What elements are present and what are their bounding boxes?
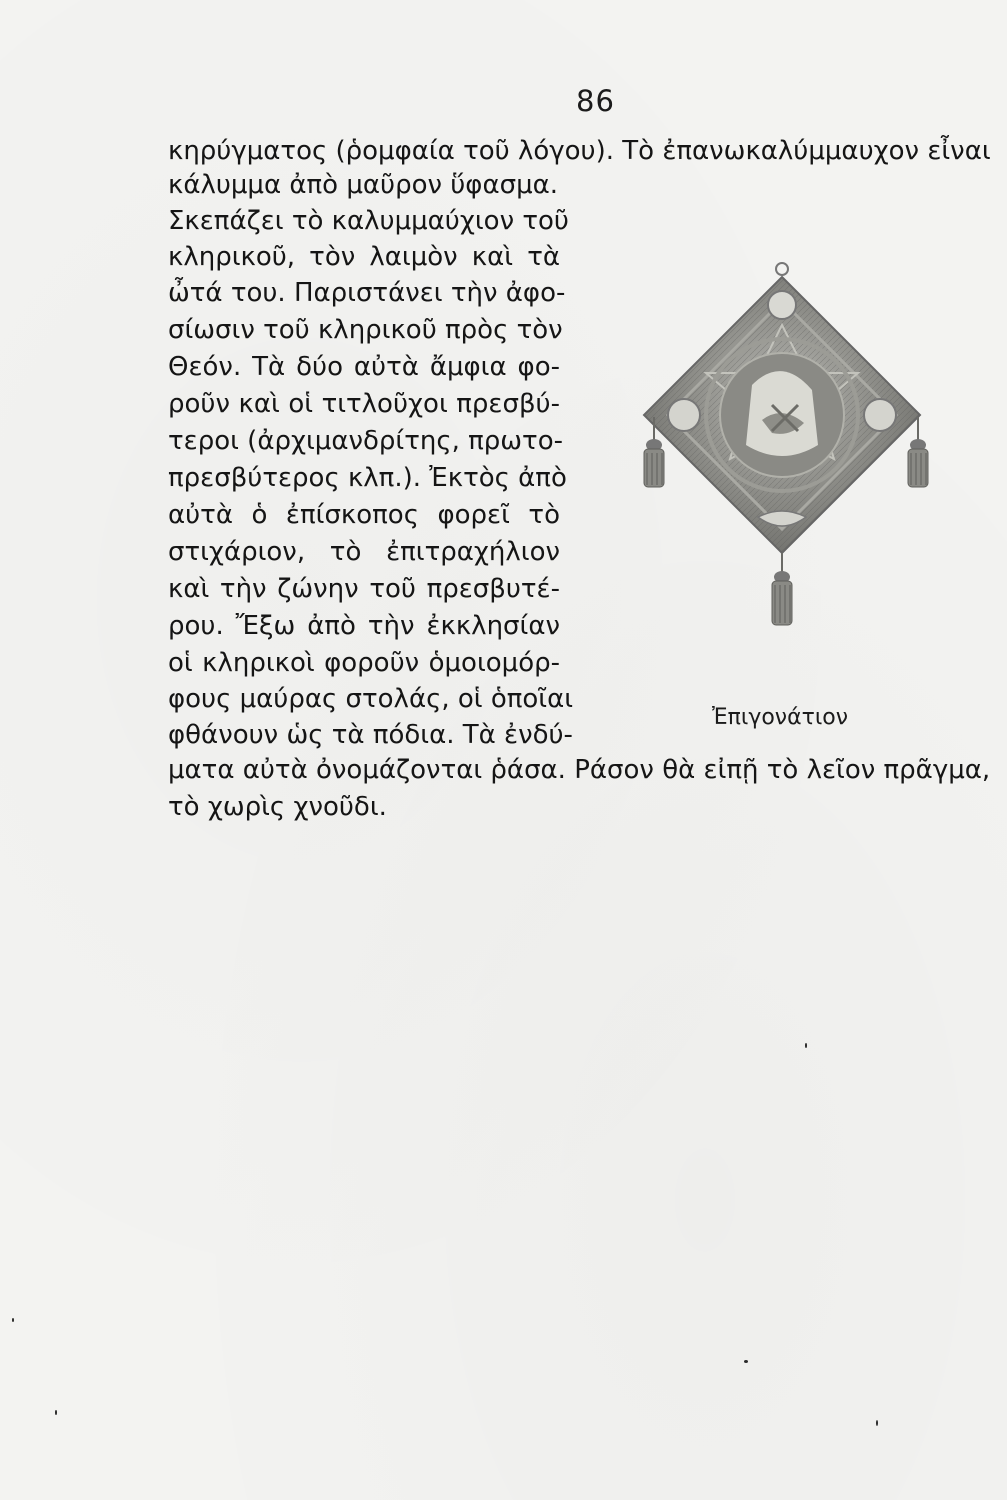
text-line-1: κηρύγματος (ῥομφαία τοῦ λόγου). Τὸ ἐπανωκαλύμμαυχον εἶναι: [168, 136, 991, 166]
text-line-7: Θεόν. Τὰ δύο αὐτὰ ἄμφια φο-: [168, 352, 560, 382]
text-line-5: ὦτά του. Παριστάνει τὴν ἀφο-: [168, 278, 566, 308]
scan-speck: [876, 1420, 878, 1426]
scan-speck: [12, 1318, 14, 1322]
page-number: 86: [576, 84, 615, 118]
scan-speck: [805, 1043, 807, 1048]
text-line-9: τεροι (ἀρχιμανδρίτης, πρωτο-: [168, 426, 563, 456]
scan-speck: [744, 1360, 748, 1363]
text-line-17: φθάνουν ὡς τὰ πόδια. Τὰ ἐνδύ-: [168, 720, 573, 750]
figure-caption: Ἐπιγονάτιον: [712, 705, 849, 730]
text-line-14: ρου. Ἔξω ἀπὸ τὴν ἐκκλησίαν: [168, 611, 560, 641]
epigonation-drawing: [622, 255, 962, 635]
text-line-4: κληρικοῦ, τὸν λαιμὸν καὶ τὰ: [168, 242, 560, 272]
text-line-19: τὸ χωρὶς χνοῦδι.: [168, 792, 387, 822]
text-line-12: στιχάριον, τὸ ἐπιτραχήλιον: [168, 537, 560, 567]
text-line-11: αὐτὰ ὁ ἐπίσκοπος φορεῖ τὸ: [168, 500, 560, 530]
text-line-15: οἱ κληρικοὶ φοροῦν ὁμοιομόρ-: [168, 648, 560, 678]
scan-speck: [55, 1410, 57, 1415]
text-line-2: κάλυμμα ἀπὸ μαῦρον ὕφασμα.: [168, 170, 559, 200]
text-line-6: σίωσιν τοῦ κληρικοῦ πρὸς τὸν: [168, 315, 563, 345]
text-line-10: πρεσβύτερος κλπ.). Ἐκτὸς ἀπὸ: [168, 463, 567, 493]
text-line-18: ματα αὐτὰ ὀνομάζονται ῥάσα. Ράσον θὰ εἰπῇ τὸ λεῖον πρᾶγμα,: [168, 755, 991, 785]
text-line-3: Σκεπάζει τὸ καλυμμαύχιον τοῦ: [168, 206, 569, 236]
text-line-8: ροῦν καὶ οἱ τιτλοῦχοι πρεσβύ-: [168, 389, 560, 419]
text-line-13: καὶ τὴν ζώνην τοῦ πρεσβυτέ-: [168, 574, 560, 604]
text-line-16: φους μαύρας στολάς, οἱ ὁποῖαι: [168, 684, 574, 714]
epigonation-illustration: [622, 255, 962, 635]
